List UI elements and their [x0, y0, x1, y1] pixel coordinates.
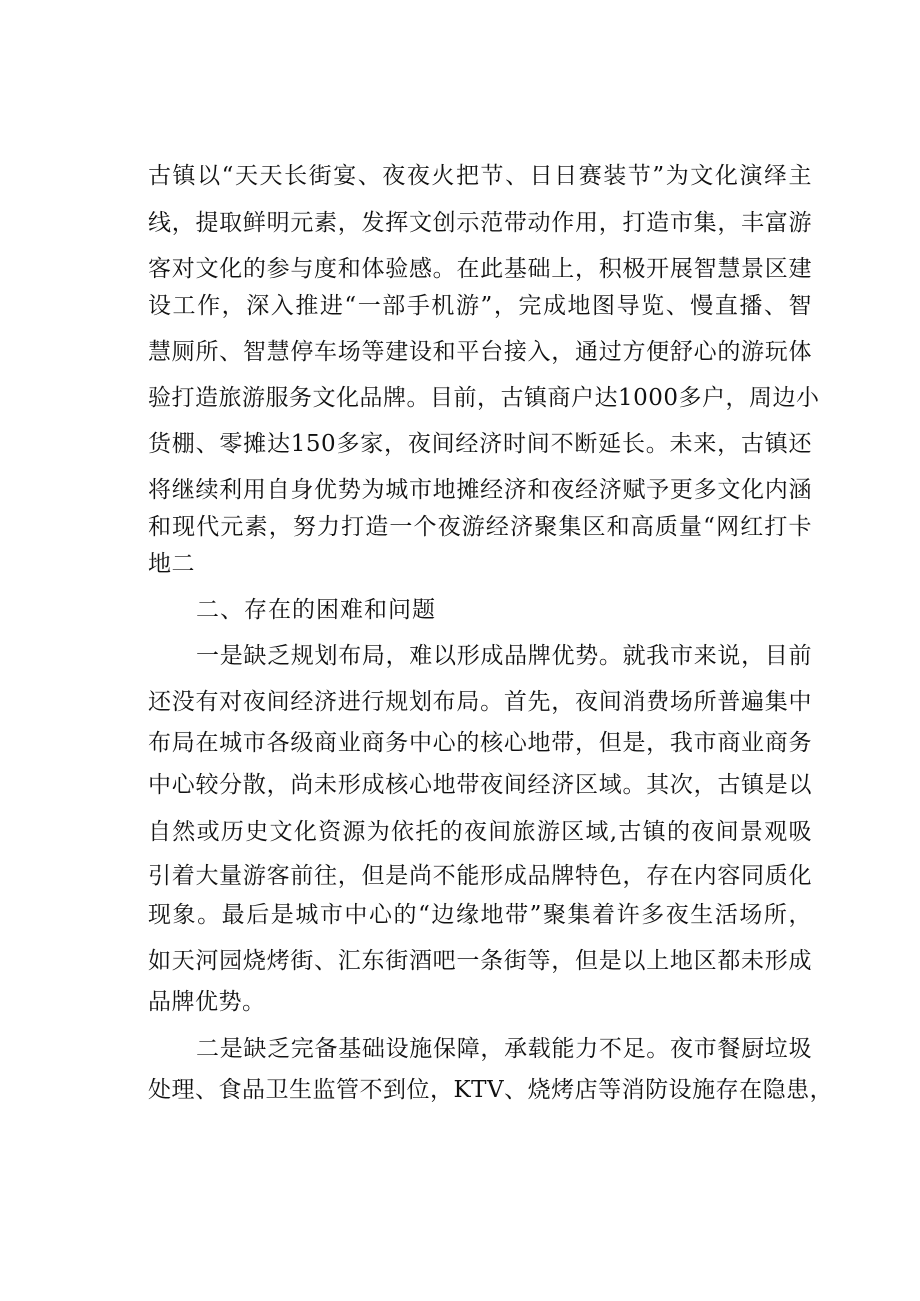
paragraph-1-line-9: 和现代元素，努力打造一个夜游经济聚集区和高质量“网红打卡: [148, 514, 812, 540]
paragraph-1-line-2: 线，提取鲜明元素，发挥文创示范带动作用，打造市集，丰富游: [148, 210, 812, 236]
section-heading: 二、存在的困难和问题: [196, 597, 436, 623]
paragraph-2-line-3: 布局在城市各级商业商务中心的核心地带，但是，我市商业商务: [148, 730, 812, 756]
paragraph-2-line-2: 还没有对夜间经济进行规划布局。首先，夜间消费场所普遍集中: [148, 689, 812, 715]
paragraph-2-line-6: 引着大量游客前往，但是尚不能形成品牌特色，存在内容同质化: [148, 863, 812, 889]
paragraph-3-line-1: 二是缺乏完备基础设施保障，承载能力不足。夜市餐厨垃圾: [196, 1036, 812, 1062]
paragraph-1-line-6: 验打造旅游服务文化品牌。目前，古镇商户达1000多户，周边小: [148, 385, 820, 411]
paragraph-1-line-5: 慧厕所、智慧停车场等建设和平台接入，通过方便舒心的游玩体: [148, 339, 812, 365]
paragraph-1-line-4: 设工作，深入推进“一部手机游”，完成地图导览、慢直播、智: [148, 293, 812, 319]
paragraph-1-line-8: 将继续利用自身优势为城市地摊经济和夜经济赋予更多文化内涵: [148, 477, 812, 503]
paragraph-2-line-7: 现象。最后是城市中心的“边缘地带”聚集着许多夜生活场所，: [148, 902, 812, 928]
paragraph-1-line-3: 客对文化的参与度和体验感。在此基础上，积极开展智慧景区建: [148, 256, 812, 282]
paragraph-3-line-2: 处理、食品卫生监管不到位，KTV、烧烤店等消防设施存在隐患，: [148, 1077, 834, 1103]
paragraph-2-line-8: 如天河园烧烤街、汇东街酒吧一条街等，但是以上地区都未形成: [148, 948, 812, 974]
paragraph-2-line-4: 中心较分散，尚未形成核心地带夜间经济区域。其次，古镇是以: [148, 772, 812, 798]
paragraph-2-line-1: 一是缺乏规划布局，难以形成品牌优势。就我市来说，目前: [196, 643, 812, 669]
paragraph-1-line-10: 地二: [148, 551, 195, 577]
paragraph-2-line-5: 自然或历史文化资源为依托的夜间旅游区域,古镇的夜间景观吸: [148, 819, 812, 845]
paragraph-1-line-1: 古镇以“天天长街宴、夜夜火把节、日日赛装节”为文化演绎主: [148, 163, 812, 189]
paragraph-2-line-9: 品牌优势。: [148, 989, 266, 1015]
paragraph-1-line-7: 货棚、零摊达150多家，夜间经济时间不断延长。未来，古镇还: [148, 431, 812, 457]
